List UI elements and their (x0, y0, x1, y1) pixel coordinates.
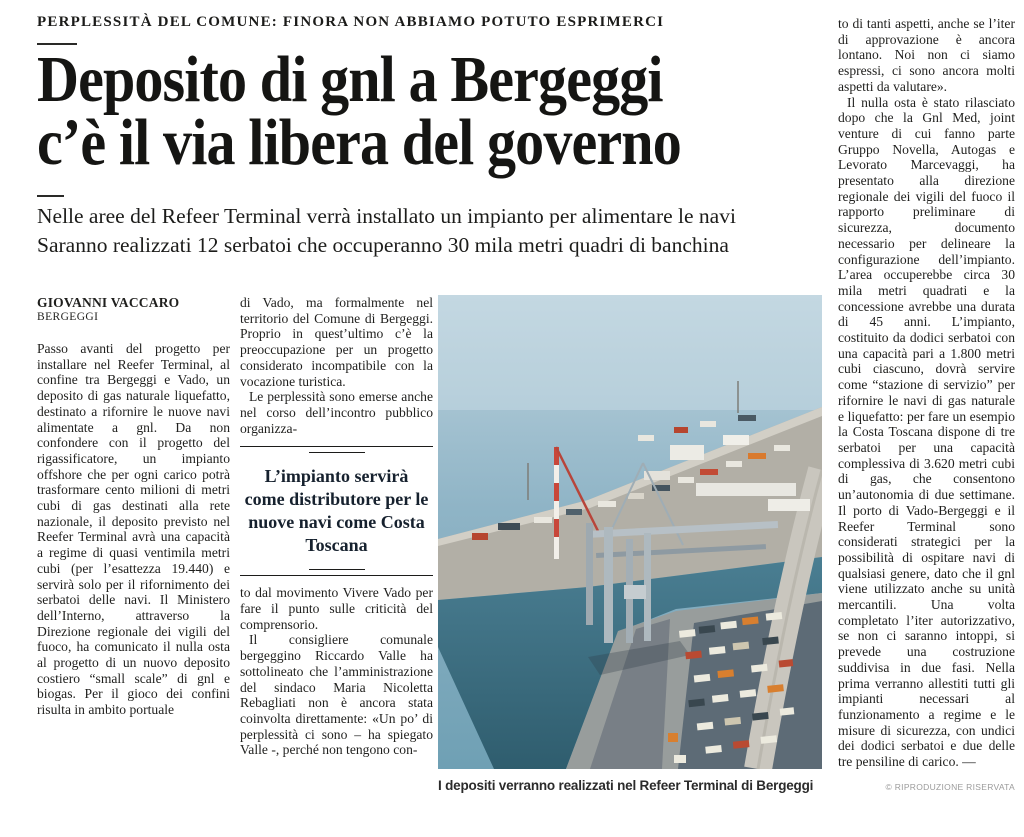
quote-top-tick (309, 452, 365, 453)
body-column-1 (37, 295, 230, 718)
article-photo (438, 295, 822, 769)
quote-bottom-rule (240, 575, 433, 576)
headline-line-1: Deposito di gnl a Bergeggi (37, 43, 663, 116)
paragraph: Il consigliere comunale bergeggino Riccardo Valle ha sottolineato che l’amministrazione del sindaco Maria Nicoletta Rebagliati non è ancora stata coinvolta direttamente: «Un po’ di perplessità ci sono – ha spiegato Valle -, perché non tengono con- (240, 632, 433, 758)
quote-top-rule (240, 446, 433, 447)
byline (37, 295, 230, 324)
photo-caption: I depositi verranno realizzati nel Refeer Terminal di Bergeggi (438, 778, 814, 793)
body-column-3 (838, 16, 1015, 795)
kicker: PERPLESSITÀ DEL COMUNE: FINORA NON ABBIAMO POTUTO ESPRIMERCI (37, 14, 665, 30)
port-aerial-photo (438, 295, 822, 769)
paragraph: Le perplessità sono emerse anche nel corso dell’incontro pubblico organizza- (240, 389, 433, 436)
body-column-2 (240, 295, 433, 758)
paragraph: to di tanti aspetti, anche se l’iter di approvazione è ancora lontano. Noi non ci siamo espressi, ci sono ancora molti aspetti da valutare». (838, 16, 1015, 94)
quote-bottom-tick (309, 569, 365, 570)
dateline: BERGEGGI (37, 311, 99, 323)
paragraph: Passo avanti del progetto per installare nel Reefer Terminal, al confine tra Bergeggi e Vado, un deposito di gas naturale liquefatto, destinato a rifornire le nuove navi alimentate a gnl. Da non confondere con il progetto del rigassificatore, un impianto offshore che per ogni carico potrà trasformare cento milioni di metri cubi di gas destinati alla rete nazionale, il deposito previsto nel Reefer Terminal avrà una capacità a regime di quasi ventimila metri cubi (per l’esattezza 19.440) e servirà solo per il rifornimento dei serbatoi delle navi. Il Ministero dell’Interno, attraverso la Direzione regionale dei vigili del fuoco, ha comunicato il nulla osta al progetto di un nuovo deposito costiero “small scale” di gnl e biogas. Per il gioco dei confini risulta in ambito portuale (37, 341, 230, 718)
headline-line-2: c’è il via libera del governo (37, 106, 681, 179)
deck-line-2: Saranno realizzati 12 serbatoi che occuperanno 30 mila metri quadri di banchina (37, 233, 729, 257)
pull-quote-block (240, 446, 433, 576)
copyright-notice: © RIPRODUZIONE RISERVATA (885, 781, 1015, 792)
pull-quote: L’impianto servirà come distributore per le nuove navi come Costa Toscana (244, 466, 429, 556)
paragraph: to dal movimento Vivere Vado per fare il punto sulle criticità del comprensorio. (240, 585, 433, 632)
page-title (37, 43, 829, 179)
deck-line-1: Nelle aree del Refeer Terminal verrà installato un impianto per alimentare le navi (37, 204, 736, 228)
author-name: GIOVANNI VACCARO (37, 295, 180, 310)
paragraph: Il nulla osta è stato rilasciato dopo che la Gnl Med, joint venture di cui fanno parte Gruppo Novella, Autogas e Levorato Marcevaggi, ha presentato alla direzione regionale dei vigili del fuoco il rapporto preliminare di sicurezza, documento necessario per delineare la configurazione dell’impianto. L’area occuperebbe circa 30 mila metri quadrati e la concessione avrebbe una durata di 45 anni. L’impianto, costituito da dodici serbatoi con una capacità pari a 1.800 metri cubi ciascuno, dovrà servire come “stazione di servizio” per rifornire le navi di gas naturale e liquefatto: per fare un esempio la Costa Toscana dispone di tre serbatoi per una capacità complessiva di 3.620 metri cubi di gas, che consentono un’autonomia di due settimane. Il porto di Vado-Bergeggi e il Reefer Terminal sono considerati strategici per la possibilità di ospitare navi di qualsiasi genere, dato che il gnl viene utilizzato anche su unità mercantili. Una volta completato l’iter autorizzativo, se non ci saranno intoppi, si prevede una costruzione suddivisa in due fasi. Nella prima verranno allestiti tutti gli impianti necessari al funzionamento a regime e le misure di sicurezza, con undici dei dodici serbatoi e due delle tre pensiline di carico. — (838, 94, 1015, 770)
deck (37, 202, 837, 260)
deck-rule (37, 195, 64, 197)
paragraph: di Vado, ma formalmente nel territorio del Comune di Bergeggi. Proprio in quest’ultimo c’è la preoccupazione per un progetto considerato incompatibile con la vocazione turistica. (240, 295, 433, 389)
